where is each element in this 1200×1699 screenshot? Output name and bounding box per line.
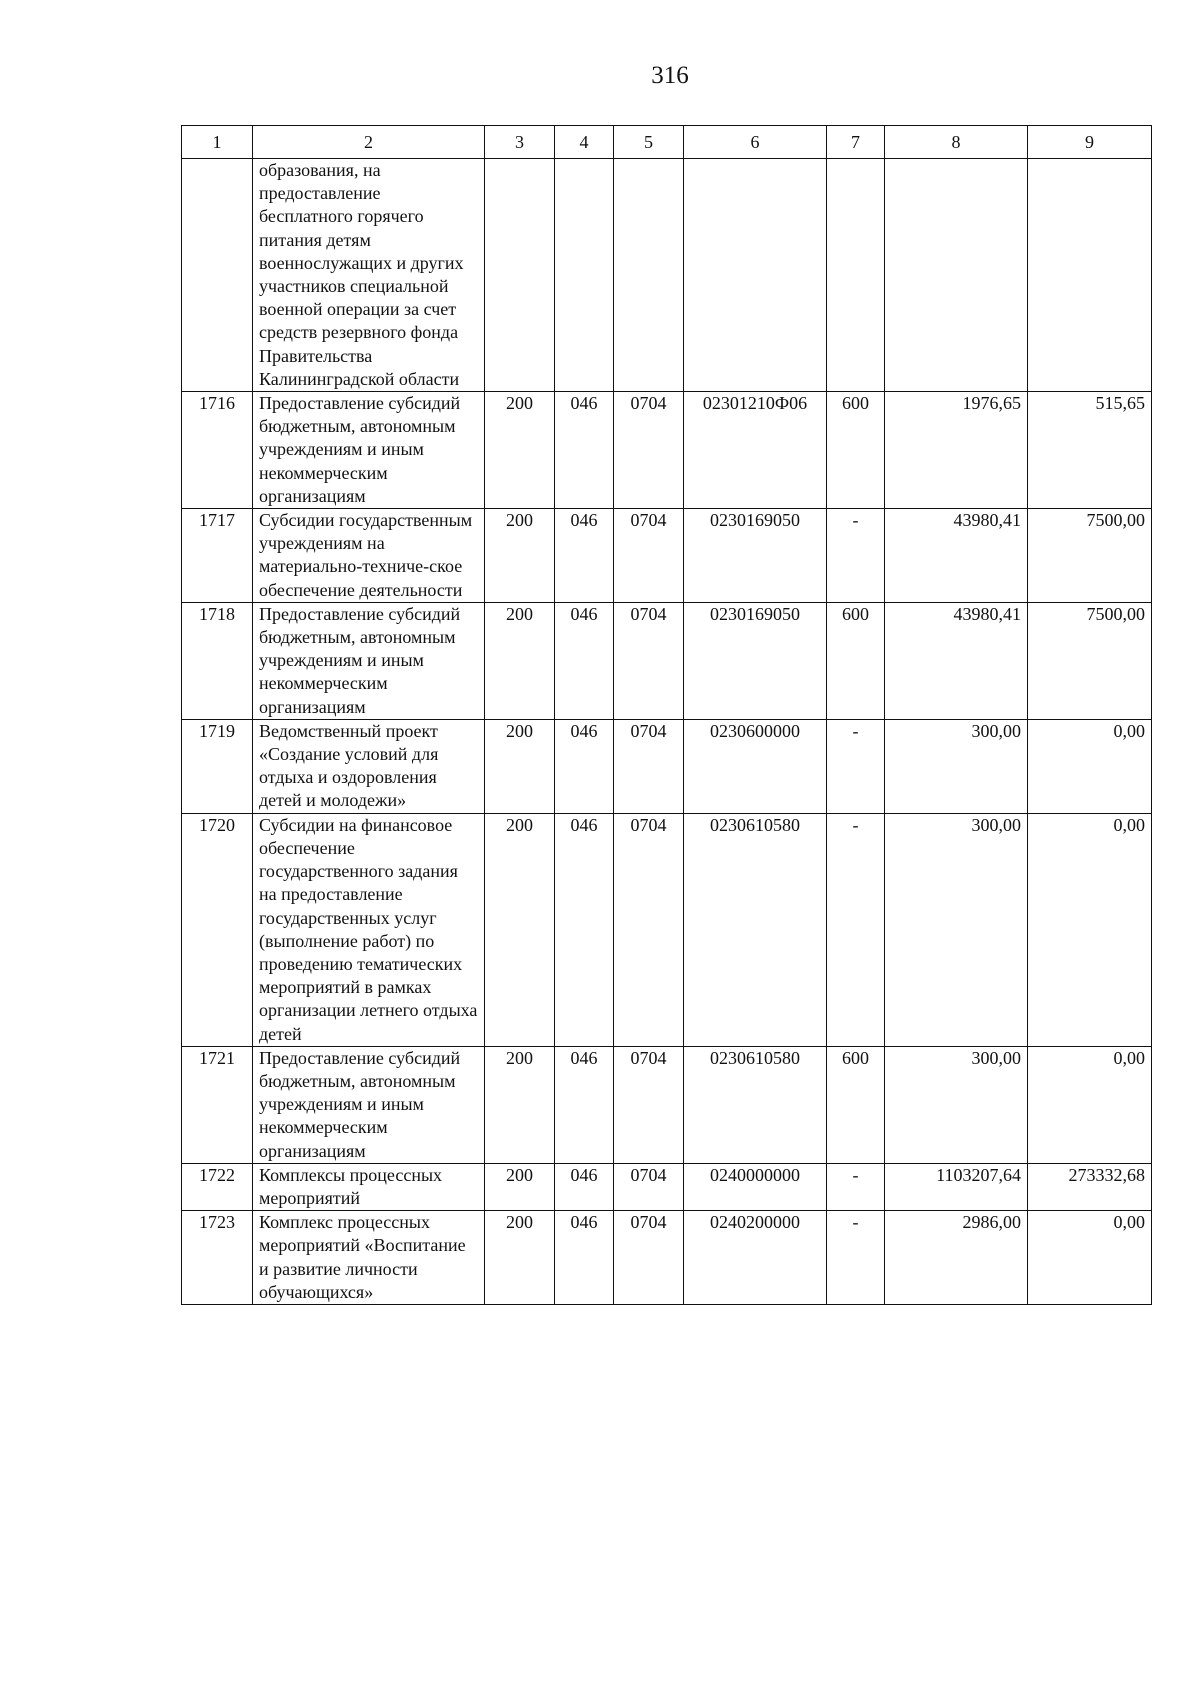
- row-description: Предоставление субсидий бюджетным, автономным учреждениям и иным некоммерческим организациям: [253, 602, 485, 719]
- cell-col9: 0,00: [1028, 1211, 1152, 1305]
- cell-col7: 600: [827, 392, 885, 509]
- cell-col5: 0704: [614, 813, 684, 1046]
- table-row: [182, 392, 1152, 509]
- row-description: Ведомственный проект «Создание условий для отдыха и оздоровления детей и молодежи»: [253, 719, 485, 813]
- table-row: [182, 159, 1152, 392]
- row-number: 1716: [182, 392, 253, 509]
- cell-col9: 7500,00: [1028, 509, 1152, 603]
- cell-col5: [614, 159, 684, 392]
- cell-col5: 0704: [614, 1211, 684, 1305]
- column-header: 8: [885, 126, 1028, 159]
- cell-col3: 200: [485, 1211, 555, 1305]
- cell-col7: -: [827, 509, 885, 603]
- cell-col4: 046: [555, 1046, 614, 1163]
- cell-col7: -: [827, 1163, 885, 1210]
- cell-col8: 43980,41: [885, 602, 1028, 719]
- cell-col5: 0704: [614, 719, 684, 813]
- budget-table: [181, 125, 1152, 1305]
- cell-col8: 43980,41: [885, 509, 1028, 603]
- cell-col5: 0704: [614, 1046, 684, 1163]
- cell-col8: 2986,00: [885, 1211, 1028, 1305]
- column-header: 4: [555, 126, 614, 159]
- cell-col6: 0240000000: [684, 1163, 827, 1210]
- cell-col3: 200: [485, 1163, 555, 1210]
- row-number: 1723: [182, 1211, 253, 1305]
- table-row: [182, 1046, 1152, 1163]
- cell-col9: [1028, 159, 1152, 392]
- cell-col7: [827, 159, 885, 392]
- cell-col5: 0704: [614, 509, 684, 603]
- cell-col4: 046: [555, 392, 614, 509]
- cell-col3: 200: [485, 719, 555, 813]
- cell-col3: 200: [485, 509, 555, 603]
- column-header: 6: [684, 126, 827, 159]
- cell-col9: 0,00: [1028, 813, 1152, 1046]
- cell-col7: -: [827, 1211, 885, 1305]
- cell-col4: 046: [555, 813, 614, 1046]
- cell-col8: 1103207,64: [885, 1163, 1028, 1210]
- cell-col7: -: [827, 813, 885, 1046]
- table-row: [182, 813, 1152, 1046]
- cell-col3: 200: [485, 1046, 555, 1163]
- row-number: 1718: [182, 602, 253, 719]
- cell-col4: 046: [555, 509, 614, 603]
- table-row: [182, 1211, 1152, 1305]
- cell-col9: 515,65: [1028, 392, 1152, 509]
- cell-col4: 046: [555, 1163, 614, 1210]
- column-header: 7: [827, 126, 885, 159]
- cell-col4: 046: [555, 602, 614, 719]
- column-header: 2: [253, 126, 485, 159]
- row-description: образования, на предоставление бесплатного горячего питания детям военнослужащих и других участников специальной военной операции за счет средств резервного фонда Правительства Калининградской области: [253, 159, 485, 392]
- cell-col8: 300,00: [885, 719, 1028, 813]
- cell-col6: 0230169050: [684, 509, 827, 603]
- row-number: 1722: [182, 1163, 253, 1210]
- cell-col9: 7500,00: [1028, 602, 1152, 719]
- cell-col5: 0704: [614, 602, 684, 719]
- row-description: Предоставление субсидий бюджетным, автономным учреждениям и иным некоммерческим организациям: [253, 392, 485, 509]
- cell-col7: 600: [827, 602, 885, 719]
- cell-col8: 300,00: [885, 813, 1028, 1046]
- cell-col4: 046: [555, 719, 614, 813]
- row-description: Субсидии государственным учреждениям на материально-техниче-ское обеспечение деятельности: [253, 509, 485, 603]
- row-number: 1717: [182, 509, 253, 603]
- row-description: Комплекс процессных мероприятий «Воспитание и развитие личности обучающихся»: [253, 1211, 485, 1305]
- cell-col6: 0230600000: [684, 719, 827, 813]
- page-number: 316: [651, 62, 689, 89]
- cell-col6: 02301210Ф06: [684, 392, 827, 509]
- row-description: Предоставление субсидий бюджетным, автономным учреждениям и иным некоммерческим организациям: [253, 1046, 485, 1163]
- header-row: [182, 126, 1152, 159]
- cell-col9: 0,00: [1028, 1046, 1152, 1163]
- cell-col8: 300,00: [885, 1046, 1028, 1163]
- cell-col6: [684, 159, 827, 392]
- cell-col3: 200: [485, 602, 555, 719]
- cell-col6: 0230610580: [684, 813, 827, 1046]
- cell-col3: [485, 159, 555, 392]
- cell-col5: 0704: [614, 392, 684, 509]
- cell-col3: 200: [485, 392, 555, 509]
- cell-col4: 046: [555, 1211, 614, 1305]
- table-row: [182, 602, 1152, 719]
- row-number: 1719: [182, 719, 253, 813]
- column-header: 1: [182, 126, 253, 159]
- table-row: [182, 1163, 1152, 1210]
- row-number: [182, 159, 253, 392]
- cell-col8: 1976,65: [885, 392, 1028, 509]
- cell-col7: -: [827, 719, 885, 813]
- cell-col9: 0,00: [1028, 719, 1152, 813]
- cell-col9: 273332,68: [1028, 1163, 1152, 1210]
- row-number: 1721: [182, 1046, 253, 1163]
- cell-col8: [885, 159, 1028, 392]
- column-header: 9: [1028, 126, 1152, 159]
- cell-col6: 0240200000: [684, 1211, 827, 1305]
- cell-col3: 200: [485, 813, 555, 1046]
- cell-col4: [555, 159, 614, 392]
- cell-col7: 600: [827, 1046, 885, 1163]
- table-row: [182, 719, 1152, 813]
- cell-col5: 0704: [614, 1163, 684, 1210]
- column-header: 3: [485, 126, 555, 159]
- cell-col6: 0230169050: [684, 602, 827, 719]
- row-description: Комплексы процессных мероприятий: [253, 1163, 485, 1210]
- table-row: [182, 509, 1152, 603]
- column-header: 5: [614, 126, 684, 159]
- row-description: Субсидии на финансовое обеспечение государственного задания на предоставление государственных услуг (выполнение работ) по проведению тематических мероприятий в рамках организации летнего отдыха детей: [253, 813, 485, 1046]
- cell-col6: 0230610580: [684, 1046, 827, 1163]
- row-number: 1720: [182, 813, 253, 1046]
